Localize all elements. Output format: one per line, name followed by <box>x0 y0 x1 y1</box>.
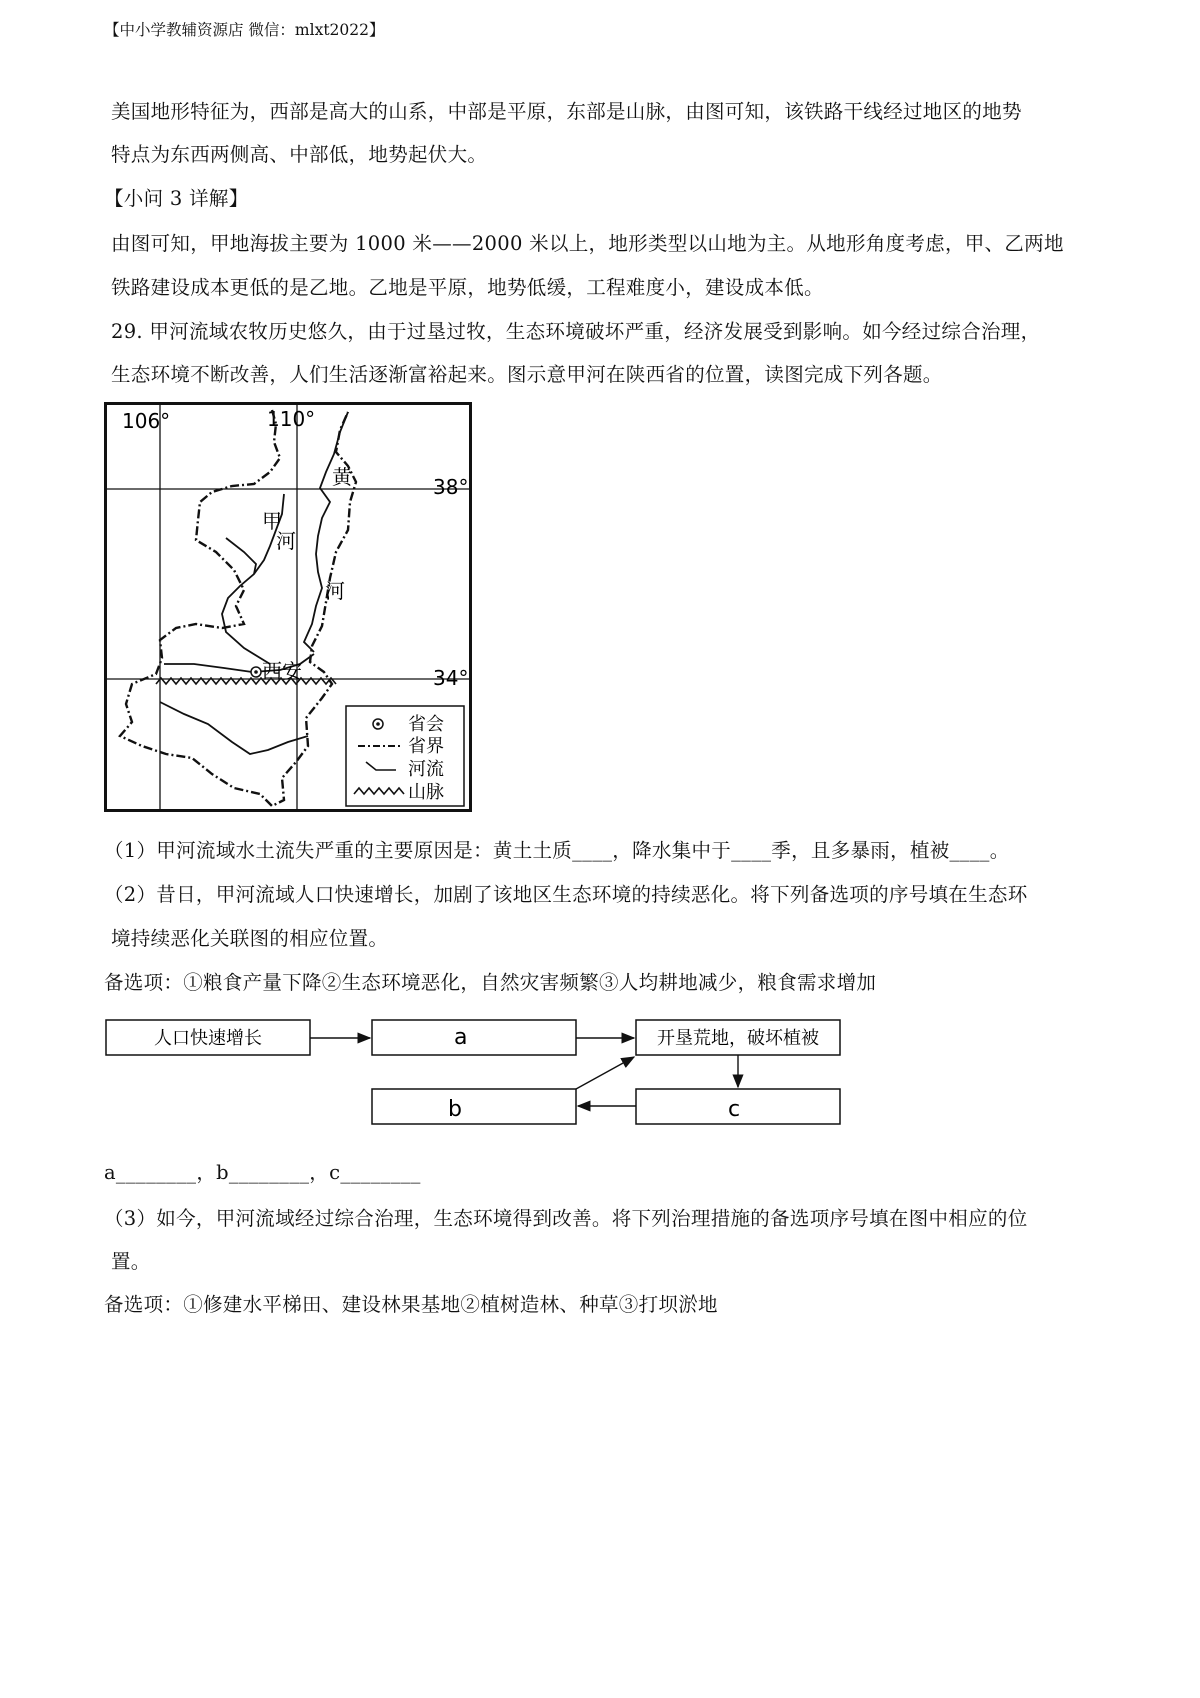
question-2-line-2: 境持续恶化关联图的相应位置。 <box>111 927 389 950</box>
question-3-options: 备选项：①修建水平梯田、建设林果基地②植树造林、种草③打坝淤地 <box>104 1293 718 1316</box>
box-a-label: a <box>454 1025 468 1050</box>
lon-label-110: 110° <box>267 407 316 431</box>
jia-river-label-1: 甲 <box>262 509 282 533</box>
legend-capital-label: 省会 <box>408 714 444 735</box>
question-intro: 生态环境不断改善，人们生活逐渐富裕起来。图示意甲河在陕西省的位置，读图完成下列各题。 <box>111 363 943 386</box>
xian-dot <box>254 670 258 674</box>
lat-label-34: 34° <box>433 666 469 690</box>
question-intro: 29. 甲河流域农牧历史悠久，由于过垦过牧，生态环境破坏严重，经济发展受到影响。如今经过综合治理， <box>111 320 1041 343</box>
box-c-label: c <box>728 1097 741 1122</box>
question-1: （1）甲河流域水土流失严重的主要原因是：黄土土质____，降水集中于____季，且多暴雨，植被____。 <box>104 839 1010 862</box>
shaanxi-map <box>104 402 472 812</box>
yellow-river-label-2: 河 <box>325 579 345 603</box>
question-3-line-1: （3）如今，甲河流域经过综合治理，生态环境得到改善。将下列治理措施的备选项序号填在图中相应的位 <box>104 1207 1028 1230</box>
box-population-label: 人口快速增长 <box>154 1028 262 1049</box>
legend-boundary-label: 省界 <box>408 736 444 757</box>
legend-river-label: 河流 <box>408 759 444 780</box>
paragraph-line: 铁路建设成本更低的是乙地。乙地是平原，地势低缓，工程难度小，建设成本低。 <box>111 276 824 299</box>
legend-box <box>346 706 464 806</box>
lat-label-38: 38° <box>433 475 469 499</box>
arrow-b-to-reclaim <box>576 1057 634 1089</box>
box-reclaim-label: 开垦荒地，破坏植被 <box>657 1028 819 1049</box>
yellow-river-label-1: 黄 <box>332 465 352 489</box>
lon-label-106: 106° <box>122 409 171 433</box>
box-b-label: b <box>448 1097 462 1122</box>
answer-blanks: a________，b________，c________ <box>104 1161 421 1184</box>
question-2-line-1: （2）昔日，甲河流域人口快速增长，加剧了该地区生态环境的持续恶化。将下列备选项的序号填在生态环 <box>104 883 1028 906</box>
question-3-line-2: 置。 <box>111 1250 151 1273</box>
jia-river-label-2: 河 <box>276 529 296 553</box>
xian-label: 西安 <box>262 659 302 683</box>
paragraph-line: 美国地形特征为，西部是高大的山系，中部是平原，东部是山脉，由图可知，该铁路干线经过地区的地势 <box>111 100 1022 123</box>
paragraph-line: 特点为东西两侧高、中部低，地势起伏大。 <box>111 143 488 166</box>
question-2-options: 备选项：①粮食产量下降②生态环境恶化，自然灾害频繁③人均耕地减少，粮食需求增加 <box>104 971 877 994</box>
paragraph-line: 由图可知，甲地海拔主要为 1000 米——2000 米以上，地形类型以山地为主。从地形角度考虑，甲、乙两地 <box>111 232 1064 255</box>
watermark-header: 【中小学教辅资源店 微信：mlxt2022】 <box>104 21 385 39</box>
flow-diagram <box>104 1012 844 1130</box>
box-b <box>372 1089 576 1124</box>
section-heading: 【小问 3 详解】 <box>104 187 249 210</box>
legend-mountain-label: 山脉 <box>408 782 444 803</box>
box-a <box>372 1020 576 1055</box>
